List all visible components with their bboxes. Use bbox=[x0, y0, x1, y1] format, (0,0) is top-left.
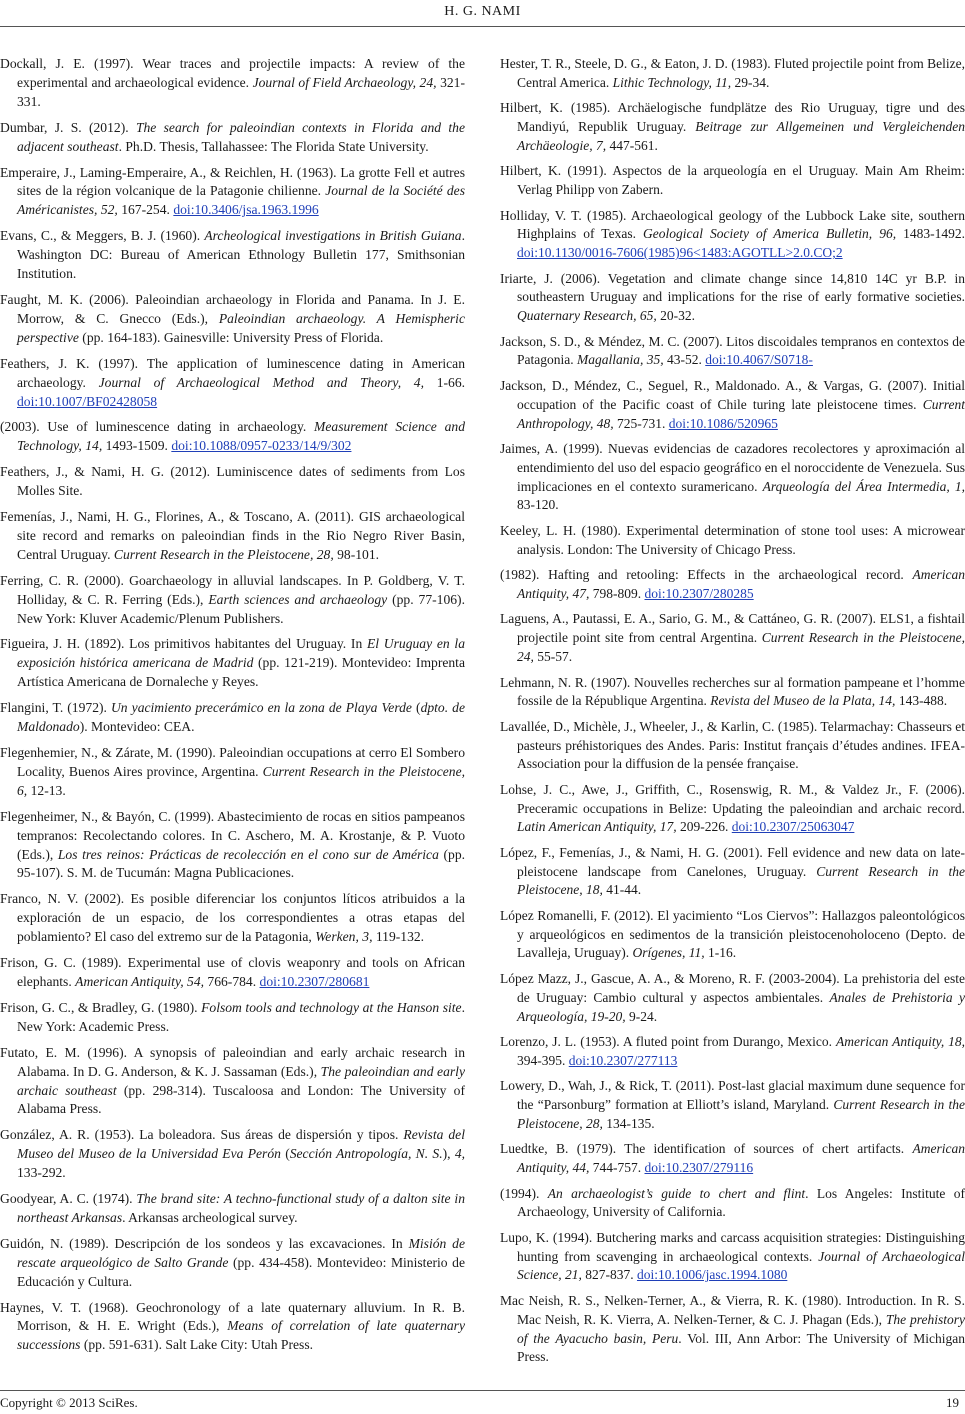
reference-entry bbox=[0, 808, 465, 884]
reference-text: 43-52. bbox=[663, 352, 706, 368]
reference-text: Feathers, J. K. (1997). The application of luminescence dating in American archaeology. bbox=[0, 355, 465, 390]
reference-entry bbox=[500, 333, 965, 371]
reference-entry bbox=[0, 227, 465, 284]
reference-text: Keeley, L. H. (1980). Experimental determination of stone tool uses: A microwear analysis. London: The University of Chicago Press. bbox=[500, 522, 965, 557]
reference-italic-text: Magallania, 35, bbox=[577, 352, 664, 368]
reference-text: . New York: Academic Press. bbox=[17, 999, 465, 1034]
reference-italic-text: Un yacimiento precerámico en la zona de Playa Verde bbox=[110, 700, 412, 716]
reference-text: 394-395. bbox=[517, 1052, 569, 1068]
reference-entry bbox=[500, 522, 965, 560]
reference-italic-text: Journal of Field Archaeology, 24, bbox=[252, 74, 437, 90]
doi-link[interactable]: doi:10.1086/520965 bbox=[668, 415, 778, 431]
doi-link[interactable]: doi:10.1088/0957-0233/14/9/302 bbox=[171, 438, 352, 454]
reference-text: Mac Neish, R. S., Nelken-Terner, A., & Vierra, R. K. (1980). Introduction. In R. S. Mac Neish, R. K. Vierra, A. Nelken-Terner, & C. J. Phagan (Eds.), bbox=[500, 1293, 965, 1327]
reference-entry bbox=[500, 610, 965, 666]
reference-italic-text: American Antiquity, 44, bbox=[517, 1141, 965, 1176]
reference-entry bbox=[500, 781, 965, 837]
reference-text: Flegenhemier, N., & Zárate, M. (1990). Paleoindian occupations at cerro El Sombero Locality, Buenos Aires province, Argentina. bbox=[0, 745, 465, 779]
reference-italic-text: Archeological investigations in British Guiana bbox=[204, 228, 462, 244]
reference-text: (pp. 77-106). New York: Kluver Academic/Plenum Publishers. bbox=[17, 591, 465, 626]
doi-link[interactable]: doi:10.1006/jasc.1994.1080 bbox=[636, 1267, 788, 1283]
reference-italic-text: American Antiquity, 54, bbox=[75, 973, 205, 989]
reference-text: Iriarte, J. (2006). Vegetation and climate change since 14,810 14C yr B.P. in southeastern Uruguay and implications for the rise of early formative societies. bbox=[500, 270, 965, 305]
reference-entry bbox=[500, 440, 965, 515]
doi-link[interactable]: doi:10.1007/BF02428058 bbox=[17, 393, 158, 409]
reference-text: Laguens, A., Pautassi, E. A., Sario, G. M., & Cattáneo, G. R. (2007). ELS1, a fishtail projectile point site from central Argentina. bbox=[500, 611, 965, 646]
reference-text: Luedtke, B. (1979). The identification of sources of chert artifacts. bbox=[500, 1141, 913, 1157]
reference-text: ), bbox=[442, 1146, 455, 1162]
reference-text: Emperaire, J., Laming-Emperaire, A., & Reichlen, H. (1963). La grotte Fell et autres sites de la région volcanique de la Patagonie chilienne. bbox=[0, 164, 465, 199]
reference-entry bbox=[0, 119, 465, 157]
reference-italic-text: Lithic Technology, 11, bbox=[612, 74, 732, 90]
doi-link[interactable]: doi:10.2307/277113 bbox=[568, 1052, 678, 1068]
reference-text: . Los Angeles: Institute of Archaeology, University of California. bbox=[517, 1185, 965, 1220]
reference-text: 725-731. bbox=[613, 415, 669, 431]
reference-entry bbox=[500, 1185, 965, 1223]
doi-link[interactable]: doi:10.2307/25063047 bbox=[731, 819, 855, 835]
reference-text: 447-561. bbox=[606, 137, 658, 153]
reference-text: Haynes, V. T. (1968). Geochronology of a late quaternary alluvium. In R. B. Morrison, & H. E. Wright (Eds.), bbox=[0, 1299, 465, 1334]
reference-entry bbox=[500, 844, 965, 900]
reference-text: . Washington DC: Bureau of American Ethnology Bulletin 177, Smithsonian Institution. bbox=[17, 228, 466, 282]
reference-entry bbox=[500, 907, 965, 963]
reference-text: 133-292. bbox=[17, 1165, 66, 1181]
reference-italic-text: Anales de Prehistoria y Arqueología, 19-20, bbox=[517, 989, 965, 1024]
reference-italic-text: The search for paleoindian contexts in Florida and the adjacent southeast bbox=[17, 119, 465, 154]
page-number: 19 bbox=[946, 1395, 959, 1410]
reference-italic-text: dpto. de Maldonado bbox=[17, 700, 466, 735]
reference-text: Holliday, V. T. (1985). Archaeological geology of the Lubbock Lake site, southern Highplains of Texas. bbox=[500, 207, 965, 242]
reference-italic-text: Current Research in the Pleistocene, 28, bbox=[517, 1097, 965, 1131]
reference-entry bbox=[500, 270, 965, 326]
reference-text: Jackson, D., Méndez, C., Seguel, R., Maldonado. A., & Vargas, G. (2007). Initial occupation of the Pacific coast of Chile turing late pleistocene times. bbox=[500, 378, 965, 412]
reference-italic-text: Current Research in the Pleistocene, 18, bbox=[517, 863, 965, 898]
reference-entry bbox=[500, 1033, 965, 1071]
header-rule bbox=[0, 26, 965, 27]
reference-text: Jackson, S. D., & Méndez, M. C. (2007). Litos discoidales tempranos en contextos de Patagonia. bbox=[500, 333, 965, 368]
reference-italic-text: Los tres reinos: Prácticas de recolección en el cono sur de América bbox=[57, 846, 439, 862]
reference-text: Flegenheimer, N., & Bayón, C. (1999). Abastecimiento de rocas en sitios pampeanos tempranos: Recolectando colores. In C. Aschero, M. A. Krostanje, & P. Vuoto (Eds.), bbox=[0, 808, 465, 862]
doi-link[interactable]: doi:10.2307/280285 bbox=[644, 585, 754, 601]
reference-text: Franco, N. V. (2002). Es posible diferenciar los conjuntos líticos atribuidos a la exploración de un espacio, de los correspondientes a otras etapas del poblamiento? El caso del extremo sur de la Patagonia, bbox=[0, 891, 465, 945]
reference-text: Feathers, J., & Nami, H. G. (2012). Luminiscence dates of sediments from Los Molles Site. bbox=[0, 464, 465, 499]
reference-entry bbox=[500, 99, 965, 155]
reference-entry bbox=[500, 970, 965, 1026]
reference-text: 55-57. bbox=[533, 648, 573, 664]
reference-italic-text: The prehistory of the Ayacucho basin, Peru bbox=[517, 1311, 965, 1346]
reference-italic-text: Current Research in the Pleistocene, 6, bbox=[17, 763, 465, 798]
reference-text: 766-784. bbox=[204, 973, 260, 989]
reference-italic-text: American Antiquity, 47, bbox=[517, 567, 965, 601]
doi-link[interactable]: doi:10.1130/0016-7606(1985)96<1483:AGOTLL>2.0.CO;2 bbox=[517, 245, 843, 261]
reference-entry bbox=[0, 55, 465, 112]
reference-entry bbox=[0, 744, 465, 801]
reference-entry bbox=[500, 162, 965, 200]
reference-text: Faught, M. K. (2006). Paleoindian archaeology in Florida and Panama. In J. E. Morrow, & C. Gnecco (Eds.), bbox=[0, 291, 465, 326]
reference-entry bbox=[0, 418, 465, 456]
reference-entry bbox=[0, 355, 465, 412]
reference-italic-text: Quaternary Research, 65, bbox=[517, 308, 657, 324]
reference-entry bbox=[0, 291, 465, 348]
reference-text: (pp. 121-219). Montevideo: Imprenta Artística Americana de Dornaleche y Reyes. bbox=[17, 655, 465, 690]
reference-text: 798-809. bbox=[589, 585, 645, 601]
reference-text: 9-24. bbox=[625, 1008, 658, 1024]
reference-text: Frison, G. C. (1989). Experimental use of clovis weaponry and tools on African elephants. bbox=[0, 955, 465, 989]
reference-text: . Ph.D. Thesis, Tallahassee: The Florida State University. bbox=[118, 138, 429, 154]
reference-italic-text: Revista del Museo del Museo de la Universidad Eva Perón bbox=[17, 1127, 465, 1162]
reference-text: Lupo, K. (1994). Butchering marks and carcass acquisition strategies: Distinguishing hunting from scavenging in archaeological contexts. bbox=[500, 1229, 965, 1264]
reference-entry bbox=[0, 463, 465, 501]
reference-text: 1-66. bbox=[424, 374, 466, 390]
reference-entry bbox=[0, 699, 465, 737]
reference-entry bbox=[0, 508, 465, 565]
reference-entry bbox=[500, 55, 965, 93]
reference-text: (1982). Hafting and retooling: Effects in the archaeological record. bbox=[500, 567, 913, 583]
reference-text: López Mazz, J., Gascue, A. A., & Moreno, R. F. (2003-2004). La prehistoria del este de Uruguay: Cambio cultural y aspectos ambientales. bbox=[500, 971, 965, 1005]
reference-entry bbox=[0, 635, 465, 692]
reference-text: 827-837. bbox=[581, 1267, 637, 1283]
reference-italic-text: El Uruguay en la exposición histórica americana de Madrid bbox=[17, 636, 465, 671]
reference-text: Lohse, J. C., Awe, J., Griffith, C., Rosenswig, R. M., & Valdez Jr., F. (2006). Preceramic occupations in Belize: Updating the paleoindian and archaic record. bbox=[500, 781, 965, 816]
reference-entry bbox=[0, 572, 465, 629]
reference-text: ). Montevideo: CEA. bbox=[79, 719, 195, 735]
reference-text: Hilbert, K. (1985). Archäelogische fundplätze des Rio Uruguay, tigre und des Mandiyú, Republik Uruguay. bbox=[500, 100, 965, 135]
footer-rule bbox=[0, 1390, 965, 1391]
reference-text: 744-757. bbox=[589, 1160, 645, 1176]
reference-italic-text: Paleoindian archaeology. A Hemispheric perspective bbox=[17, 310, 465, 345]
reference-entry bbox=[0, 954, 465, 992]
doi-link[interactable]: doi:10.4067/S0718- bbox=[705, 352, 813, 368]
reference-italic-text: Folsom tools and technology at the Hanson site bbox=[201, 999, 462, 1015]
reference-text: ( bbox=[280, 1146, 290, 1162]
reference-italic-text: Beitrage zur Allgemeinen und Vergleichenden Archäeologie, 7, bbox=[517, 119, 965, 153]
reference-italic-text: Current Anthropology, 48, bbox=[517, 396, 965, 431]
reference-text: Goodyear, A. C. (1974). bbox=[0, 1191, 137, 1207]
doi-link[interactable]: doi:10.2307/280681 bbox=[259, 973, 370, 989]
reference-entry bbox=[500, 674, 965, 712]
reference-italic-text: Misión de rescate arqueológico de Salto Grande bbox=[17, 1235, 465, 1270]
reference-text: 29-34. bbox=[731, 74, 770, 90]
reference-text: Hilbert, K. (1991). Aspectos de la arqueología en el Uruguay. Main Am Rheim: Verlag Philipp von Zabern. bbox=[500, 163, 965, 198]
reference-italic-text: Arqueología del Área Intermedia, 1, bbox=[762, 478, 965, 494]
reference-entry bbox=[500, 377, 965, 433]
reference-text: Lowery, D., Wah, J., & Rick, T. (2011). Post-last glacial maximum dune sequence for the “Parsonburg” formation at Elliott’s island, Maryland. bbox=[500, 1078, 965, 1113]
reference-italic-text: American Antiquity, 18, bbox=[835, 1034, 965, 1050]
reference-text: Frison, G. C., & Bradley, G. (1980). bbox=[0, 999, 202, 1015]
reference-entry bbox=[500, 1229, 965, 1285]
reference-italic-text: Werken, 3, bbox=[315, 929, 373, 945]
reference-entry bbox=[0, 1190, 465, 1228]
reference-text: 134-135. bbox=[602, 1115, 655, 1131]
reference-entry bbox=[0, 999, 465, 1037]
reference-entry bbox=[500, 207, 965, 263]
reference-text: Evans, C., & Meggers, B. J. (1960). bbox=[0, 228, 205, 244]
reference-entry bbox=[0, 1044, 465, 1120]
reference-text: Jaimes, A. (1999). Nuevas evidencias de cazadores recolectores y aproximación al entendimiento del uso del espacio geográfico en el noroccidente de Venezuela. Sus implicaciones en el contexto suramericano. bbox=[500, 441, 965, 494]
reference-text: 98-101. bbox=[333, 546, 380, 562]
reference-italic-text: Geological Society of America Bulletin, 96, bbox=[643, 226, 897, 242]
reference-italic-text: Earth sciences and archaeology bbox=[208, 591, 388, 607]
references-right-column bbox=[500, 55, 965, 1374]
reference-italic-text: Revista del Museo de la Plata, 14, bbox=[710, 693, 896, 709]
copyright-notice: Copyright © 2013 SciRes. bbox=[0, 1395, 138, 1410]
reference-text: López, F., Femenías, J., & Nami, H. G. (2001). Fell evidence and new data on late-pleistocene landscape from Canelones, Uruguay. bbox=[500, 844, 965, 879]
reference-italic-text: The paleoindian and early archaic southeast bbox=[17, 1063, 465, 1098]
reference-entry bbox=[500, 1077, 965, 1133]
reference-text: 20-32. bbox=[656, 308, 695, 324]
reference-text: Dumbar, J. S. (2012). bbox=[0, 119, 136, 135]
reference-text: Hester, T. R., Steele, D. G., & Eaton, J. D. (1983). Fluted projectile point from Belize, Central America. bbox=[500, 56, 965, 90]
reference-italic-text: Sección Antropología, N. S. bbox=[289, 1146, 443, 1162]
reference-entry bbox=[0, 1299, 465, 1356]
reference-text: 119-132. bbox=[372, 929, 425, 945]
reference-text: Futato, E. M. (1996). A synopsis of paleoindian and early archaic research in Alabama. In D. G. Anderson, & K. J. Sassaman (Eds.), bbox=[0, 1044, 465, 1079]
reference-italic-text: Means of correlation of late quaternary successions bbox=[17, 1318, 465, 1353]
reference-text: (1994). bbox=[500, 1185, 548, 1201]
reference-text: 1493-1509. bbox=[102, 438, 172, 454]
reference-entry bbox=[500, 566, 965, 604]
reference-text: Femenías, J., Nami, H. G., Florines, A., & Toscano, A. (2011). GIS archaeological site record and remarks on paleoindian finds in the Rio Negro River Basin, Central Uruguay. bbox=[0, 509, 465, 562]
reference-text: 83-120. bbox=[517, 497, 559, 513]
reference-text: 41-44. bbox=[602, 882, 642, 898]
reference-italic-text: Current Research in the Pleistocene, 28, bbox=[113, 546, 334, 562]
reference-italic-text: Latin American Antiquity, 17, bbox=[517, 819, 677, 835]
references-left-column bbox=[0, 55, 465, 1362]
doi-link[interactable]: doi:10.2307/279116 bbox=[644, 1160, 754, 1176]
reference-text: Lavallée, D., Michèle, J., Wheeler, J., & Karlin, C. (1985). Telarmachay: Chasseurs et pasteurs préhistoriques des Andes. Paris: Institut français d’études andines. IFEA-Association pour la diffusion de la pensée française. bbox=[500, 718, 965, 772]
reference-text: (pp. 164-183). Gainesville: University Press of Florida. bbox=[78, 329, 384, 345]
doi-link[interactable]: doi:10.3406/jsa.1963.1996 bbox=[173, 202, 319, 218]
reference-text: . Arkansas archeological survey. bbox=[122, 1209, 298, 1225]
reference-text: Lehmann, N. R. (1907). Nouvelles recherches sur al formation pampeane et l’homme fossile de la République Argentina. bbox=[500, 674, 965, 709]
reference-italic-text: An archaeologist’s guide to chert and flint bbox=[547, 1185, 806, 1201]
reference-text: 12-13. bbox=[27, 782, 66, 798]
running-header: H. G. NAMI bbox=[444, 4, 521, 19]
reference-entry bbox=[0, 164, 465, 221]
reference-text: (pp. 434-458). Montevideo: Ministerio de Educación y Cultura. bbox=[17, 1254, 466, 1289]
reference-text: Lorenzo, J. L. (1953). A fluted point from Durango, Mexico. bbox=[500, 1034, 836, 1050]
reference-text: ( bbox=[411, 700, 421, 716]
reference-entry bbox=[0, 1126, 465, 1183]
reference-text: (2003). Use of luminescence dating in archaeology. bbox=[0, 419, 315, 435]
reference-italic-text: Journal of Archaeological Science, 21, bbox=[517, 1248, 965, 1283]
reference-text: González, A. R. (1953). La boleadora. Sus áreas de dispersión y tipos. bbox=[0, 1127, 404, 1143]
reference-text: López Romanelli, F. (2012). El yacimiento “Los Ciervos”: Hallazgos paleontológicos y arqueológicos en sedimentos de la transición pleistocenoholoceno (Depto. de Lavalleja, Uruguay). bbox=[500, 907, 965, 961]
reference-text: (pp. 591-631). Salt Lake City: Utah Press. bbox=[80, 1337, 314, 1353]
reference-entry bbox=[500, 718, 965, 774]
reference-entry bbox=[500, 1292, 965, 1367]
reference-text: . Vol. III, Ann Arbor: The University of Michigan Press. bbox=[517, 1330, 965, 1365]
reference-italic-text: Orígenes, 11, bbox=[632, 945, 705, 961]
reference-italic-text: 4, bbox=[454, 1146, 466, 1162]
reference-entry bbox=[0, 1235, 465, 1292]
reference-italic-text: The brand site: A techno-functional study of a dalton site in northeast Arkansas bbox=[17, 1191, 465, 1225]
reference-text: 1483-1492. bbox=[896, 226, 965, 242]
reference-text: Figueira, J. H. (1892). Los primitivos habitantes del Uruguay. In bbox=[0, 636, 367, 652]
reference-text: (pp. 95-107). S. M. de Tucumán: Magna Publicaciones. bbox=[17, 846, 466, 881]
reference-text: Guidón, N. (1989). Descripción de los sondeos y las excavaciones. In bbox=[0, 1235, 409, 1251]
reference-italic-text: Journal de la Société des Américanistes, 52, bbox=[17, 183, 465, 218]
reference-text: Ferring, C. R. (2000). Goarchaeology in alluvial landscapes. In P. Goldberg, V. T. Holliday, & C. R. Ferring (Eds.), bbox=[0, 572, 465, 607]
reference-text: 143-488. bbox=[895, 693, 948, 709]
reference-text: (pp. 298-314). Tuscaloosa and London: The University of Alabama Press. bbox=[17, 1082, 465, 1117]
reference-italic-text: Measurement Science and Technology, 14, bbox=[17, 419, 465, 454]
reference-text: Flangini, T. (1972). bbox=[0, 700, 111, 716]
reference-text: 1-16. bbox=[704, 945, 737, 961]
reference-text: 209-226. bbox=[676, 819, 732, 835]
reference-text: 167-254. bbox=[117, 202, 174, 218]
reference-italic-text: Journal of Archaeological Method and Theory, 4, bbox=[98, 374, 424, 390]
reference-text: Dockall, J. E. (1997). Wear traces and projectile impacts: A review of the experimental and archaeological evidence. bbox=[0, 56, 465, 90]
reference-italic-text: Current Research in the Pleistocene, 24, bbox=[517, 630, 965, 664]
reference-text: 321-331. bbox=[17, 74, 465, 109]
reference-entry bbox=[500, 1140, 965, 1178]
reference-entry bbox=[0, 890, 465, 947]
